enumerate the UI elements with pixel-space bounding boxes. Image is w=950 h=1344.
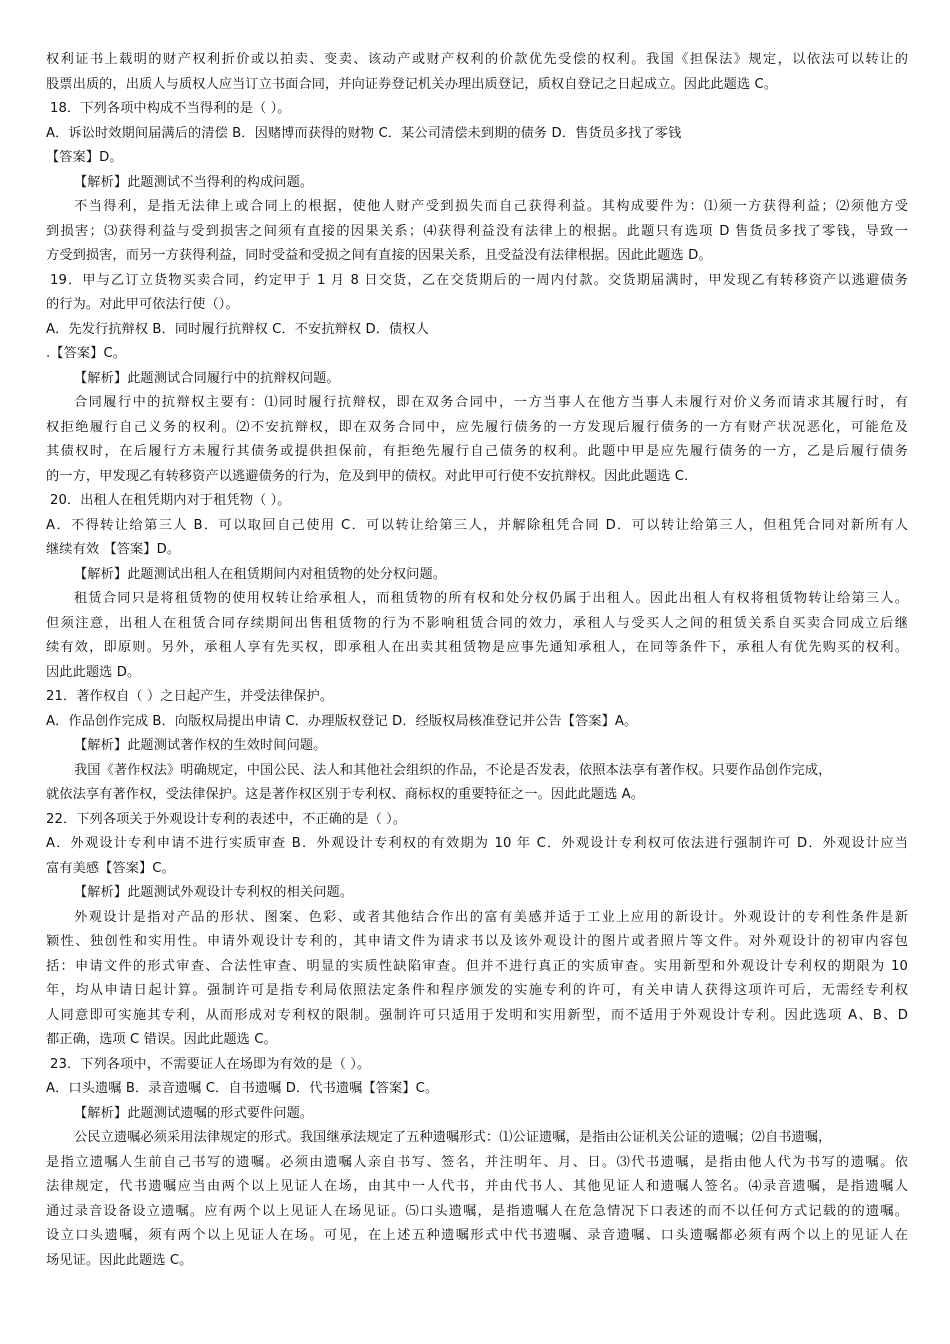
text-line: 股票出质的，出质人与质权人应当订立书面合同，并向证券登记机关办理出质登记，质权自登记之日起成立。因此此题选 C。	[46, 76, 778, 92]
text-line: 其债权时，在后履行方未履行其债务或提供担保前，有拒绝先履行自己债务的权利。此题中甲是应先履行债务的一方，乙是后履行债务	[46, 444, 908, 459]
text-line: 通过录音设备设立遗嘱。应有两个以上见证人在场见证。⑸口头遗嘱，是指遗嘱人在危急情况下口表述的而不以任何方式记载的的遗嘱。	[46, 1203, 908, 1219]
text-line: 因此此题选 D。	[46, 664, 141, 680]
text-line: 【解析】此题测试出租人在租赁期间内对租赁物的处分权问题。	[74, 566, 447, 582]
text-line: 颖性、独创性和实用性。申请外观设计专利的，其申请文件为请求书以及该外观设计的图片或者照片等文件。对外观设计的初审内容包	[46, 934, 908, 949]
text-line: 【解析】此题测试合同履行中的抗辩权问题。	[74, 370, 340, 386]
text-line: 【答案】D。	[46, 150, 123, 165]
text-line: 但须注意，出租人在租赁合同存续期间出售租赁物的行为不影响租赁合同的效力，承租人与受买人之间的租赁关系自买卖合同成立后继	[46, 615, 908, 631]
text-line: 富有美感【答案】C。	[46, 860, 175, 876]
text-line: 【解析】此题测试外观设计专利权的相关问题。	[74, 885, 354, 900]
text-line: 不当得利，是指无法律上或合同上的根据，使他人财产受到损失而自己获得利益。其构成要件为：⑴须一方获得利益；⑵须他方受	[74, 199, 908, 214]
text-line: 的一方，甲发现乙有转移资产以逃避债务的行为，危及到甲的债权。对此甲可行使不安抗辩权。因此此题选 C.	[46, 468, 689, 484]
text-line: 20．出租人在租凭期内对于租凭物（ ）。	[50, 493, 291, 508]
text-line: 就依法享有著作权，受法律保护。这是著作权区别于专利权、商标权的重要特征之一。因此此题选 A。	[46, 787, 645, 802]
text-line: 18．下列各项中构成不当得利的是（ ）。	[50, 101, 291, 116]
text-line: 都正确，选项 C 错误。因此此题选 C。	[46, 1032, 277, 1047]
text-line: .【答案】C。	[46, 346, 127, 361]
text-line: A．先发行抗辩权 B．同时履行抗辩权 C．不安抗辩权 D．债权人	[46, 321, 429, 337]
text-line: 是指立遗嘱人生前自己书写的遗嘱。必须由遗嘱人亲自书写、签名，并注明年、月、日。⑶代书遗嘱，是指由他人代为书写的遗嘱。依	[46, 1154, 908, 1170]
text-line: A．口头遗嘱 B．录音遗嘱 C．自书遗嘱 D．代书遗嘱【答案】C。	[46, 1081, 439, 1096]
text-line: A．诉讼时效期间届满后的清偿 B．因赌博而获得的财物 C．某公司清偿未到期的债务 D．售货员多找了零钱	[46, 125, 682, 141]
text-line: 到损害；⑶获得利益与受到损害之间须有直接的因果关系；⑷获得利益没有法律上的根据。此题只有选项 D 售货员多找了零钱，导致一	[46, 223, 908, 239]
text-line: 【解析】此题测试遗嘱的形式要件问题。	[74, 1105, 314, 1121]
text-line: 权利证书上载明的财产权利折价或以拍卖、变卖、该动产或财产权利的价款优先受偿的权利。我国《担保法》规定，以依法可以转让的	[46, 52, 908, 67]
text-line: 我国《著作权法》明确规定，中国公民、法人和其他社会组织的作品，不论是否发表，依照本法享有著作权。只要作品创作完成，	[74, 762, 832, 778]
text-line: 人同意即可实施其专利，从而形成对专利权的限制。强制许可只适用于发明和实用新型，而不适用于外观设计专利。因此选项 A、B、D	[46, 1007, 908, 1023]
text-line: 括：申请文件的形式审查、合法性审查、明显的实质性缺陷审查。但并不进行真正的实质审查。实用新型和外观设计专利权的期限为 10	[46, 958, 908, 974]
text-line: 租赁合同只是将租赁物的使用权转让给承租人，而租赁物的所有权和处分权仍属于出租人。因此出租人有权将租赁物转让给第三人。	[74, 591, 908, 606]
text-line: A．不得转让给第三人 B．可以取回自己使用 C．可以转让给第三人，并解除租凭合同 D．可以转让给第三人，但租凭合同对新所有人	[46, 517, 908, 533]
text-line: 权拒绝履行自己义务的权利。⑵不安抗辩权，即在双务合同中，应先履行债务的一方发现后履行债务的一方有财产状况恶化，可能危及	[46, 419, 908, 435]
text-line: 【解析】此题测试不当得利的构成问题。	[74, 174, 314, 190]
text-line: 的行为。对此甲可依法行使（）。	[46, 297, 239, 312]
text-line: 继续有效 【答案】D。	[46, 542, 181, 557]
text-line: 外观设计是指对产品的形状、图案、色彩、或者其他结合作出的富有美感并适于工业上应用的新设计。外观设计的专利性条件是新	[74, 909, 908, 925]
text-line: A．外观设计专利申请不进行实质审查 B．外观设计专利权的有效期为 10 年 C．外观设计专利权可依法进行强制许可 D．外观设计应当	[46, 836, 908, 851]
text-line: 23．下列各项中，不需要证人在场即为有效的是（ ）。	[50, 1056, 371, 1072]
text-line: 公民立遗嘱必须采用法律规定的形式。我国继承法规定了五种遗嘱形式：⑴公证遗嘱，是指由公证机关公证的遗嘱；⑵自书遗嘱，	[74, 1130, 832, 1145]
text-line: 合同履行中的抗辩权主要有：⑴同时履行抗辩权，即在双务合同中，一方当事人在他方当事人未履行对价义务而请求其履行时，有	[74, 395, 908, 410]
text-line: 设立口头遗嘱，须有两个以上见证人在场。可见，在上述五种遗嘱形式中代书遗嘱、录音遗嘱、口头遗嘱都必须有两个以上的见证人在	[46, 1228, 908, 1243]
text-line: 21．著作权自（ ）之日起产生，并受法律保护。	[46, 689, 334, 704]
text-line: 法律规定，代书遗嘱应当由两个以上见证人在场，由其中一人代书，并由代书人、其他见证人和遗嘱人签名。⑷录音遗嘱，是指遗嘱人	[46, 1179, 908, 1194]
text-line: 年，均从申请日起计算。强制许可是指专利局依照法定条件和程序颁发的实施专利的许可，有关申请人获得这项许可后，无需经专利权	[46, 983, 908, 998]
text-line: 19．甲与乙订立货物买卖合同，约定甲于 1 月 8 日交货，乙在交货期后的一周内付款。交货期届满时，甲发现乙有转移资产以逃避债务	[50, 272, 908, 288]
text-line: 场见证。因此此题选 C。	[46, 1252, 193, 1268]
text-line: 续有效，即原则。另外，承租人享有先买权，即承租人在出卖其租赁物是应事先通知承租人，在同等条件下，承租人有优先购买的权利。	[46, 640, 908, 655]
text-line: 22．下列各项关于外观设计专利的表述中，不正确的是（ ）。	[46, 811, 407, 827]
text-line: 【解析】此题测试著作权的生效时间问题。	[74, 738, 327, 753]
text-line: A．作品创作完成 B．向版权局提出申请 C．办理版权登记 D．经版权局核准登记并公告【答案】A。	[46, 713, 638, 729]
text-line: 方受到损害，而另一方获得利益，同时受益和受损之间有直接的因果关系，且受益没有法律根据。因此此题选 D。	[46, 248, 712, 263]
